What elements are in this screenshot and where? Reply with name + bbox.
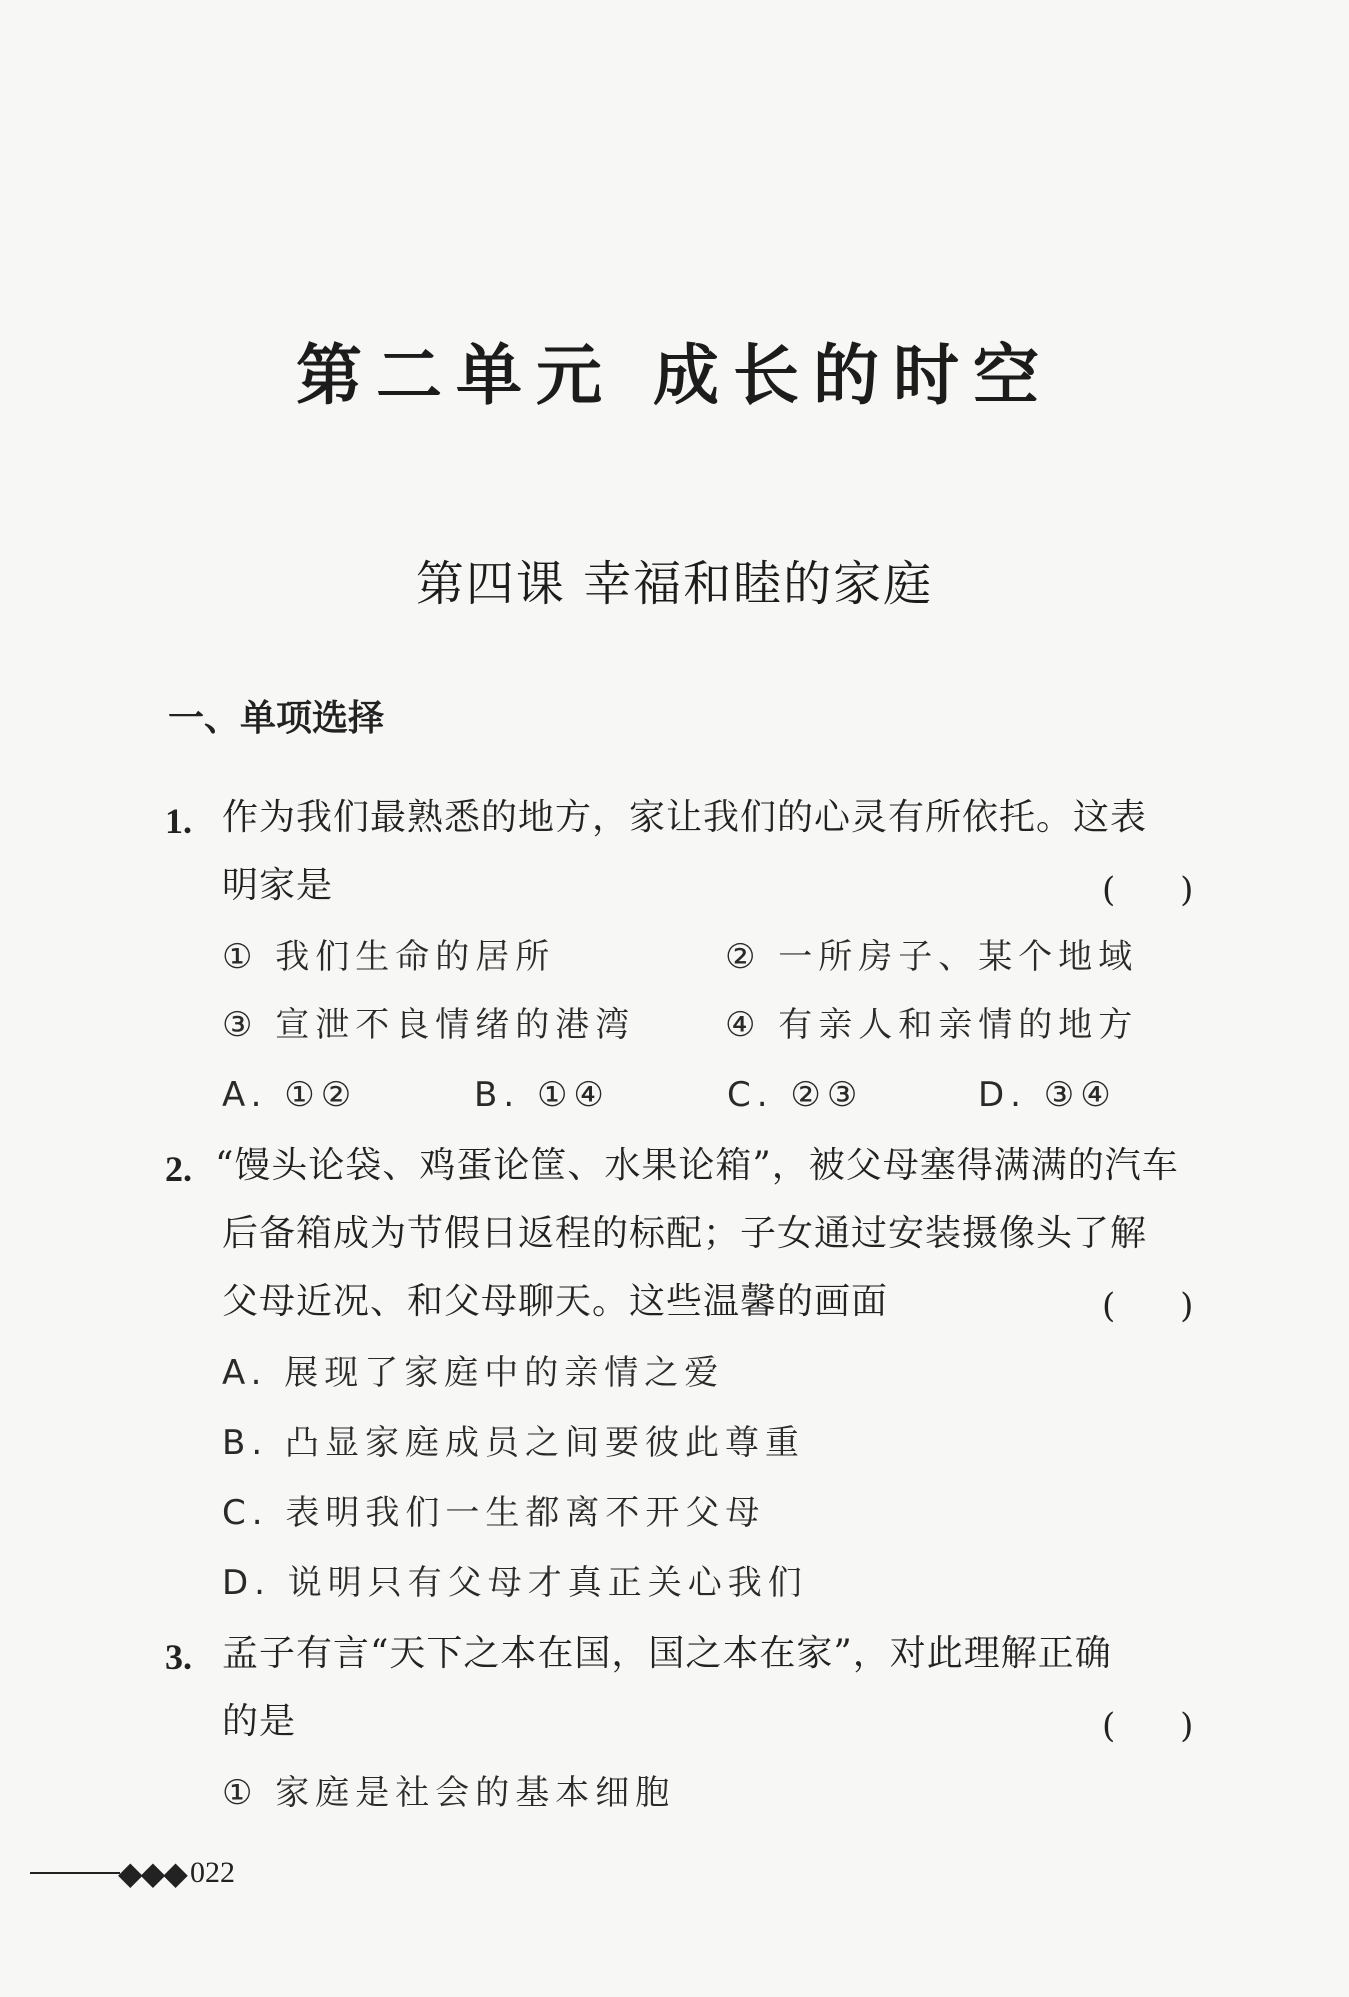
answer-parentheses: ( ) [1102, 1706, 1194, 1746]
question-stem-line: 孟子有言“天下之本在国，国之本在家”，对此理解正确 [222, 1633, 1112, 1674]
question-stem-line: 后备箱成为节假日返程的标配；子女通过安装摄像头了解 [222, 1213, 1148, 1254]
page-number: 022 [190, 1856, 235, 1889]
question-number: 3. [165, 1637, 192, 1677]
unit-title: 第二单元 成长的时空 [296, 336, 1053, 414]
question-stem-line: 的是 [222, 1701, 297, 1742]
question-stem-line: “馒头论袋、鸡蛋论筐、水果论箱”，被父母塞得满满的汽车 [215, 1145, 1179, 1186]
answer-choice: D. ③④ [978, 1075, 1117, 1115]
question-stem-line: 父母近况、和父母聊天。这些温馨的画面 [222, 1281, 889, 1322]
statement-item: ① 家庭是社会的基本细胞 [222, 1773, 676, 1813]
question-stem-line: 明家是 [222, 865, 334, 906]
lesson-title: 第四课 幸福和睦的家庭 [415, 556, 934, 612]
question-stem-line: 作为我们最熟悉的地方，家让我们的心灵有所依托。这表 [222, 797, 1148, 838]
answer-choice: B. 凸显家庭成员之间要彼此尊重 [222, 1423, 805, 1463]
statement-item: ④ 有亲人和亲情的地方 [725, 1005, 1139, 1045]
answer-choice: A. ①② [222, 1075, 358, 1115]
section-title: 一、单项选择 [168, 698, 385, 739]
answer-parentheses: ( ) [1102, 1286, 1194, 1326]
statement-item: ② 一所房子、某个地域 [725, 937, 1139, 977]
answer-choice: B. ①④ [474, 1075, 610, 1115]
diamond-icon: ◆◆◆ [118, 1854, 186, 1892]
answer-choice: D. 说明只有父母才真正关心我们 [222, 1563, 808, 1603]
statement-item: ① 我们生命的居所 [222, 937, 556, 977]
answer-parentheses: ( ) [1102, 870, 1194, 910]
answer-choice: A. 展现了家庭中的亲情之爱 [222, 1353, 725, 1393]
question-number: 1. [165, 801, 192, 841]
statement-item: ③ 宣泄不良情绪的港湾 [222, 1005, 636, 1045]
answer-choice: C. 表明我们一生都离不开父母 [222, 1493, 766, 1533]
answer-choice: C. ②③ [727, 1075, 864, 1115]
question-number: 2. [165, 1149, 192, 1189]
footer-rule [30, 1872, 120, 1874]
